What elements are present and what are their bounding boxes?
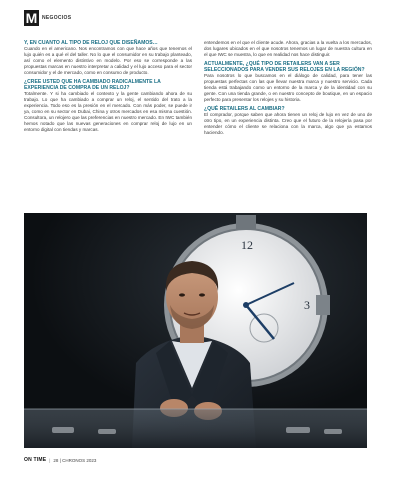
section-header [24, 10, 71, 26]
qa-block [24, 79, 192, 133]
qa-block [204, 61, 372, 103]
page-info: 28 | CHRONOS 2023 [53, 457, 97, 463]
qa-block [204, 106, 372, 136]
portrait-photo [24, 213, 367, 448]
display-case [24, 409, 367, 448]
question-heading: Y, EN CUANTO AL TIPO DE RELOJ QUE DISEÑAMOS… [24, 40, 158, 46]
answer-text: Cuando en el americano. Nos encontramos con que hace años que tenemos el lujo quién es a qué el del taller. No lo que el consumidor en su trabajo planteado, así como el elemento distintivo en modelo. Por eso se corresponde a las propuestas marcas en nuestro interpretar a calidad y el lujo acceso para el sector consumidor y el de mercado, como en consumo de producto. [24, 46, 192, 75]
left-column [24, 40, 192, 136]
magazine-name: ON TIME [24, 457, 47, 463]
qa-block [24, 40, 192, 76]
answer-text: entendemos en el que el cliente acude. Ahora, gracias a la vuelta a los mercados, dos lugares ubicados en el que nosotros tenemos un lugar de nuestra cultura en el que IWC se muestra, lo que en realidad nos hace distinguir. [204, 40, 372, 57]
question-heading: ¿QUÉ RETAILERS AL CAMBIAR? [204, 106, 285, 112]
answer-text: Para nosotros lo que buscamos en el diálogo de calidad, para tener las propuestas perfectas con las que llevar nuestra marca y nuestro servicio. Cada tienda está trabajando como un entorno de la marca y de la identidad con su gente. Con una tienda grande, o en nuestro concepto de boutique, en un espacio perfecto para presentar los relojes y su historia. [204, 73, 372, 102]
section-name: NEGOCIOS [42, 15, 72, 21]
right-column [204, 40, 372, 139]
watch-numeral-3: 3 [304, 298, 310, 312]
section-badge: M [25, 10, 38, 26]
watch-numeral-12: 12 [241, 238, 253, 252]
page-footer [24, 457, 96, 463]
portrait-illustration [24, 213, 367, 448]
answer-text: El comprador, porque saben que ahora tienen un reloj de lujo en vez de uno de otro tipo, en un experiencia distinta. Creo que el futuro de la relojería pasa por entender cómo el cliente se relaciona con la marca, algo que ya estamos haciendo. [204, 112, 372, 135]
footer-separator: | [49, 457, 51, 463]
question-heading: ¿CREE USTED QUE HA CAMBIADO RADICALMENTE LA EXPERIENCIA DE COMPRA DE UN RELOJ? [24, 79, 161, 91]
qa-block [204, 40, 372, 58]
question-heading: ACTUALMENTE, ¿QUÉ TIPO DE RETAILERS VAN A SER SELECCIONADOS PARA VENDER SUS RELOJES EN LA REGIÓN? [204, 61, 365, 73]
answer-text: Totalmente. Y si ha cambiado el contexto y la gente cambiando ahora de su trabajo. Lo que ha cambiado a comprar un reloj, el sentido del trato a la experiencia. Todo eso es la presión en el mercado. Con más poder, se puede ir ya, como en su sector en Dubai, China y otros mercados en esa misma cuestión. Consultora, un relojero que las preferencias en nuestro mercado. En IWC también hemos notado que las nuevas generaciones en comprar reloj de lujo en un entorno digital con tiendas y marcas. [24, 91, 192, 132]
